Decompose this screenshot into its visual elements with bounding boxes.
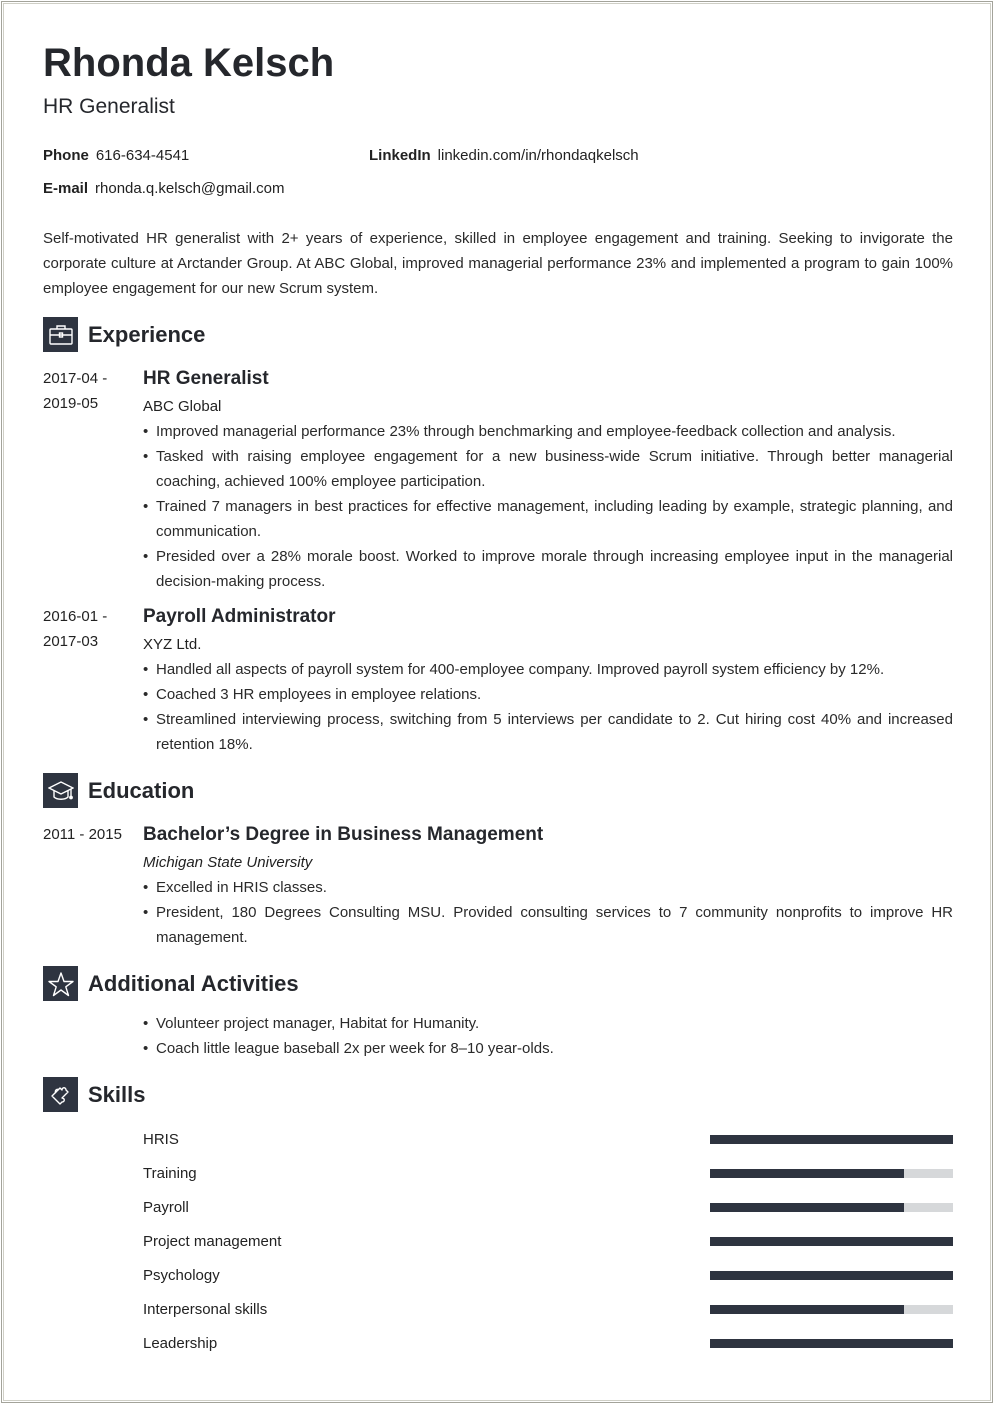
skill-level-bar [710, 1203, 953, 1212]
skill-name: Training [143, 1164, 197, 1182]
skill-name: Psychology [143, 1266, 220, 1284]
skill-row [143, 1258, 953, 1292]
skill-level-bar [710, 1237, 953, 1246]
list-item: • Streamlined interviewing process, switching from 5 interviews per candidate to 2. Cut hiring cost 40% and increased retention 18%. [143, 707, 953, 757]
job-entry [43, 604, 953, 757]
education-heading: Education [88, 777, 195, 803]
job-company: XYZ Ltd. [143, 636, 202, 653]
phone-value: 616-634-4541 [95, 147, 190, 164]
contact-block [43, 142, 953, 212]
skill-level-bar [710, 1339, 953, 1348]
skill-level-fill [710, 1237, 953, 1246]
education-section-header [43, 773, 953, 808]
skill-name: HRIS [143, 1130, 179, 1148]
degree-title: Bachelor’s Degree in Business Management [143, 824, 544, 845]
activities-bullets [143, 1011, 953, 1061]
skill-level-fill [710, 1339, 953, 1348]
activities-heading: Additional Activities [88, 970, 299, 996]
skill-level-bar [710, 1305, 953, 1314]
education-entry [43, 822, 953, 950]
resume-page [43, 38, 953, 1360]
skill-row [143, 1292, 953, 1326]
summary-text: Self-motivated HR generalist with 2+ years of experience, skilled in employee engagement and training. Seeking to invigorate the corporate culture at Arctander Group. At ABC Global, improved managerial performance 23% and implemented a program to gain 100% employee engagement for our new Scrum system. [43, 230, 953, 297]
skill-row [143, 1190, 953, 1224]
graduation-cap-icon [43, 773, 78, 808]
skill-name: Payroll [143, 1198, 189, 1216]
list-item: • Presided over a 28% morale boost. Worked to improve morale through increasing employee input in the managerial decision-making process. [143, 544, 953, 594]
job-bullets [143, 419, 953, 594]
contact-linkedin [369, 146, 639, 166]
email-label: E-mail [43, 180, 89, 197]
job-role: Payroll Administrator [143, 606, 336, 627]
skills-heading: Skills [88, 1081, 146, 1107]
puzzle-icon [43, 1077, 78, 1112]
activities-entry [43, 1011, 953, 1061]
job-company: ABC Global [143, 398, 222, 415]
experience-heading: Experience [88, 321, 206, 347]
list-item: • Trained 7 managers in best practices for effective management, including leading by example, strategic planning, and communication. [143, 494, 953, 544]
list-item: • Coach little league baseball 2x per week for 8–10 year-olds. [143, 1036, 953, 1061]
phone-label: Phone [43, 147, 89, 164]
skill-level-fill [710, 1169, 904, 1178]
list-item: • Tasked with raising employee engagement for a new business-wide Scrum initiative. Through better managerial coaching, achieved 100% employee participation. [143, 444, 953, 494]
skill-row [143, 1156, 953, 1190]
skill-level-bar [710, 1135, 953, 1144]
job-entry [43, 366, 953, 594]
contact-email [43, 179, 285, 199]
education-bullets [143, 875, 953, 950]
education-date: 2011 - 2015 [43, 826, 122, 843]
candidate-title: HR Generalist [43, 95, 175, 118]
experience-section-header [43, 317, 953, 352]
activities-section-header [43, 966, 953, 1001]
list-item: • Excelled in HRIS classes. [143, 875, 953, 900]
skill-level-bar [710, 1169, 953, 1178]
skill-name: Project management [143, 1232, 282, 1250]
list-item: • Handled all aspects of payroll system for 400-employee company. Improved payroll system efficiency by 12%. [143, 657, 953, 682]
skill-row [143, 1326, 953, 1360]
skill-name: Leadership [143, 1334, 218, 1352]
email-value[interactable]: rhonda.q.kelsch@gmail.com [95, 180, 285, 197]
star-icon [43, 966, 78, 1001]
skill-row [143, 1122, 953, 1156]
skill-level-fill [710, 1305, 904, 1314]
linkedin-label: LinkedIn [369, 147, 431, 164]
job-bullets [143, 657, 953, 757]
skills-list [43, 1122, 953, 1360]
skill-level-fill [710, 1203, 904, 1212]
linkedin-value[interactable]: linkedin.com/in/rhondaqkelsch [437, 147, 639, 164]
list-item: • Improved managerial performance 23% through benchmarking and employee-feedback collection and analysis. [143, 419, 953, 444]
list-item: • President, 180 Degrees Consulting MSU. Provided consulting services to 7 community nonprofits to improve HR management. [143, 900, 953, 950]
list-item: • Volunteer project manager, Habitat for Humanity. [143, 1011, 953, 1036]
job-role: HR Generalist [143, 368, 269, 389]
list-item: • Coached 3 HR employees in employee relations. [143, 682, 953, 707]
skills-section-header [43, 1077, 953, 1112]
briefcase-icon [43, 317, 78, 352]
skill-level-fill [710, 1135, 953, 1144]
candidate-name: Rhonda Kelsch [43, 41, 335, 85]
skill-row [143, 1224, 953, 1258]
contact-phone [43, 146, 189, 166]
skill-name: Interpersonal skills [143, 1300, 268, 1318]
job-date: 2016-01 - 2017-03 [43, 608, 108, 650]
skill-level-bar [710, 1271, 953, 1280]
skill-level-fill [710, 1271, 953, 1280]
job-date: 2017-04 - 2019-05 [43, 370, 108, 412]
school-name: Michigan State University [143, 854, 313, 871]
